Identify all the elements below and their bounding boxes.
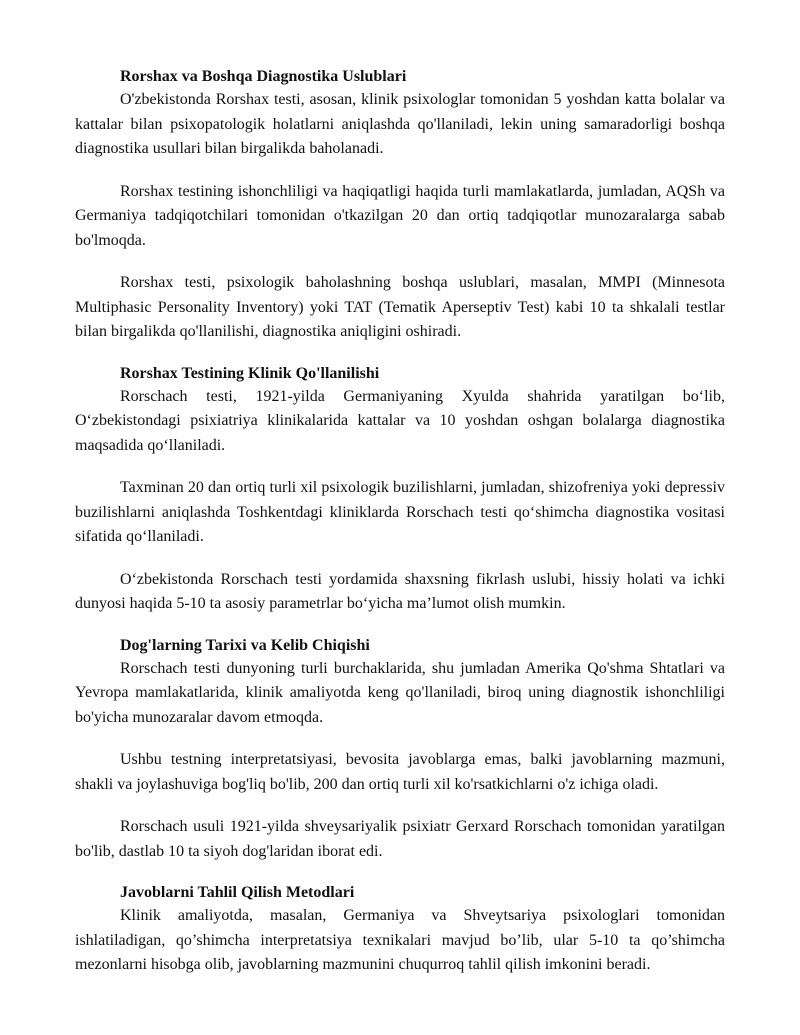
- section-javoblar-tahlili: [75, 882, 725, 978]
- paragraph: Rorshax testining ishonchliligi va haqiqatligi haqida turli mamlakatlarda, jumladan, AQSh va Germaniya tadqiqotchilari tomonidan o'tkazilgan 20 dan ortiq tadqiqotlar munozaralarga sabab bo'lmoqda.: [75, 182, 725, 249]
- paragraph: O‘zbekistonda Rorschach testi yordamida shaxsning fikrlash uslubi, hissiy holati va ichki dunyosi haqida 5-10 ta asosiy parametrlar bo‘yicha ma’lumot olish mumkin.: [75, 570, 725, 612]
- section-rorshax-diagnostika: [75, 66, 725, 345]
- paragraph: Taxminan 20 dan ortiq turli xil psixologik buzilishlarni, jumladan, shizofreniya yoki depressiv buzilishlarni aniqlashda Toshkentdagi kliniklarda Rorschach testi qo‘shimcha diagnostika vositasi sifatida qo‘llaniladi.: [75, 479, 725, 545]
- section-klinik-qollanilishi: [75, 363, 725, 617]
- document-page: [75, 66, 725, 978]
- section-doglar-tarixi: [75, 635, 725, 865]
- paragraph: Rorshax testi, psixologik baholashning boshqa uslublari, masalan, MMPI (Minnesota Multiphasic Personality Inventory) yoki TAT (Tematik Aperseptiv Test) kabi 10 ta shkalali testlar bilan birgalikda qo'llanilishi, diagnostika aniqligini oshiradi.: [75, 274, 725, 340]
- section-heading: Dog'larning Tarixi va Kelib Chiqishi: [120, 636, 370, 654]
- paragraph: Klinik amaliyotda, masalan, Germaniya va Shveytsariya psixologlari tomonidan ishlatiladigan, qo’shimcha interpretatsiya texnikalari mavjud bo’lib, ular 5-10 ta qo’shimcha mezonlarni hisobga olib, javoblarning mazmunini chuqurroq tahlil qilish imkonini beradi.: [75, 907, 725, 973]
- section-heading: Javoblarni Tahlil Qilish Metodlari: [120, 884, 355, 901]
- section-heading: Rorshax va Boshqa Diagnostika Uslublari: [120, 68, 407, 85]
- paragraph: Rorschach testi, 1921-yilda Germaniyaning Xyulda shahrida yaratilgan bo‘lib, O‘zbekistondagi psixiatriya klinikalarida kattalar va 10 yoshdan oshgan bolalarga diagnostika maqsadida qo‘llaniladi.: [75, 387, 725, 454]
- paragraph: Rorschach usuli 1921-yilda shveysariyalik psixiatr Gerxard Rorschach tomonidan yaratilgan bo'lib, dastlab 10 ta siyoh dog'laridan iborat edi.: [75, 818, 725, 860]
- section-heading: Rorshax Testining Klinik Qo'llanilishi: [120, 364, 380, 382]
- paragraph: O'zbekistonda Rorshax testi, asosan, klinik psixologlar tomonidan 5 yoshdan katta bolalar va kattalar bilan psixopatologik holatlarni aniqlashda qo'llaniladi, lekin uning samaradorligi boshqa diagnostika usullari bilan birgalikda baholanadi.: [75, 91, 725, 157]
- paragraph: Rorschach testi dunyoning turli burchaklarida, shu jumladan Amerika Qo'shma Shtatlari va Yevropa mamlakatlarida, klinik amaliyotda keng qo'llaniladi, biroq uning diagnostik ishonchliligi bo'yicha munozaralar davom etmoqda.: [75, 659, 725, 726]
- paragraph: Ushbu testning interpretatsiyasi, bevosita javoblarga emas, balki javoblarning mazmuni, shakli va joylashuviga bog'liq bo'lib, 200 dan ortiq turli xil ko'rsatkichlarni o'z ichiga oladi.: [75, 751, 725, 793]
